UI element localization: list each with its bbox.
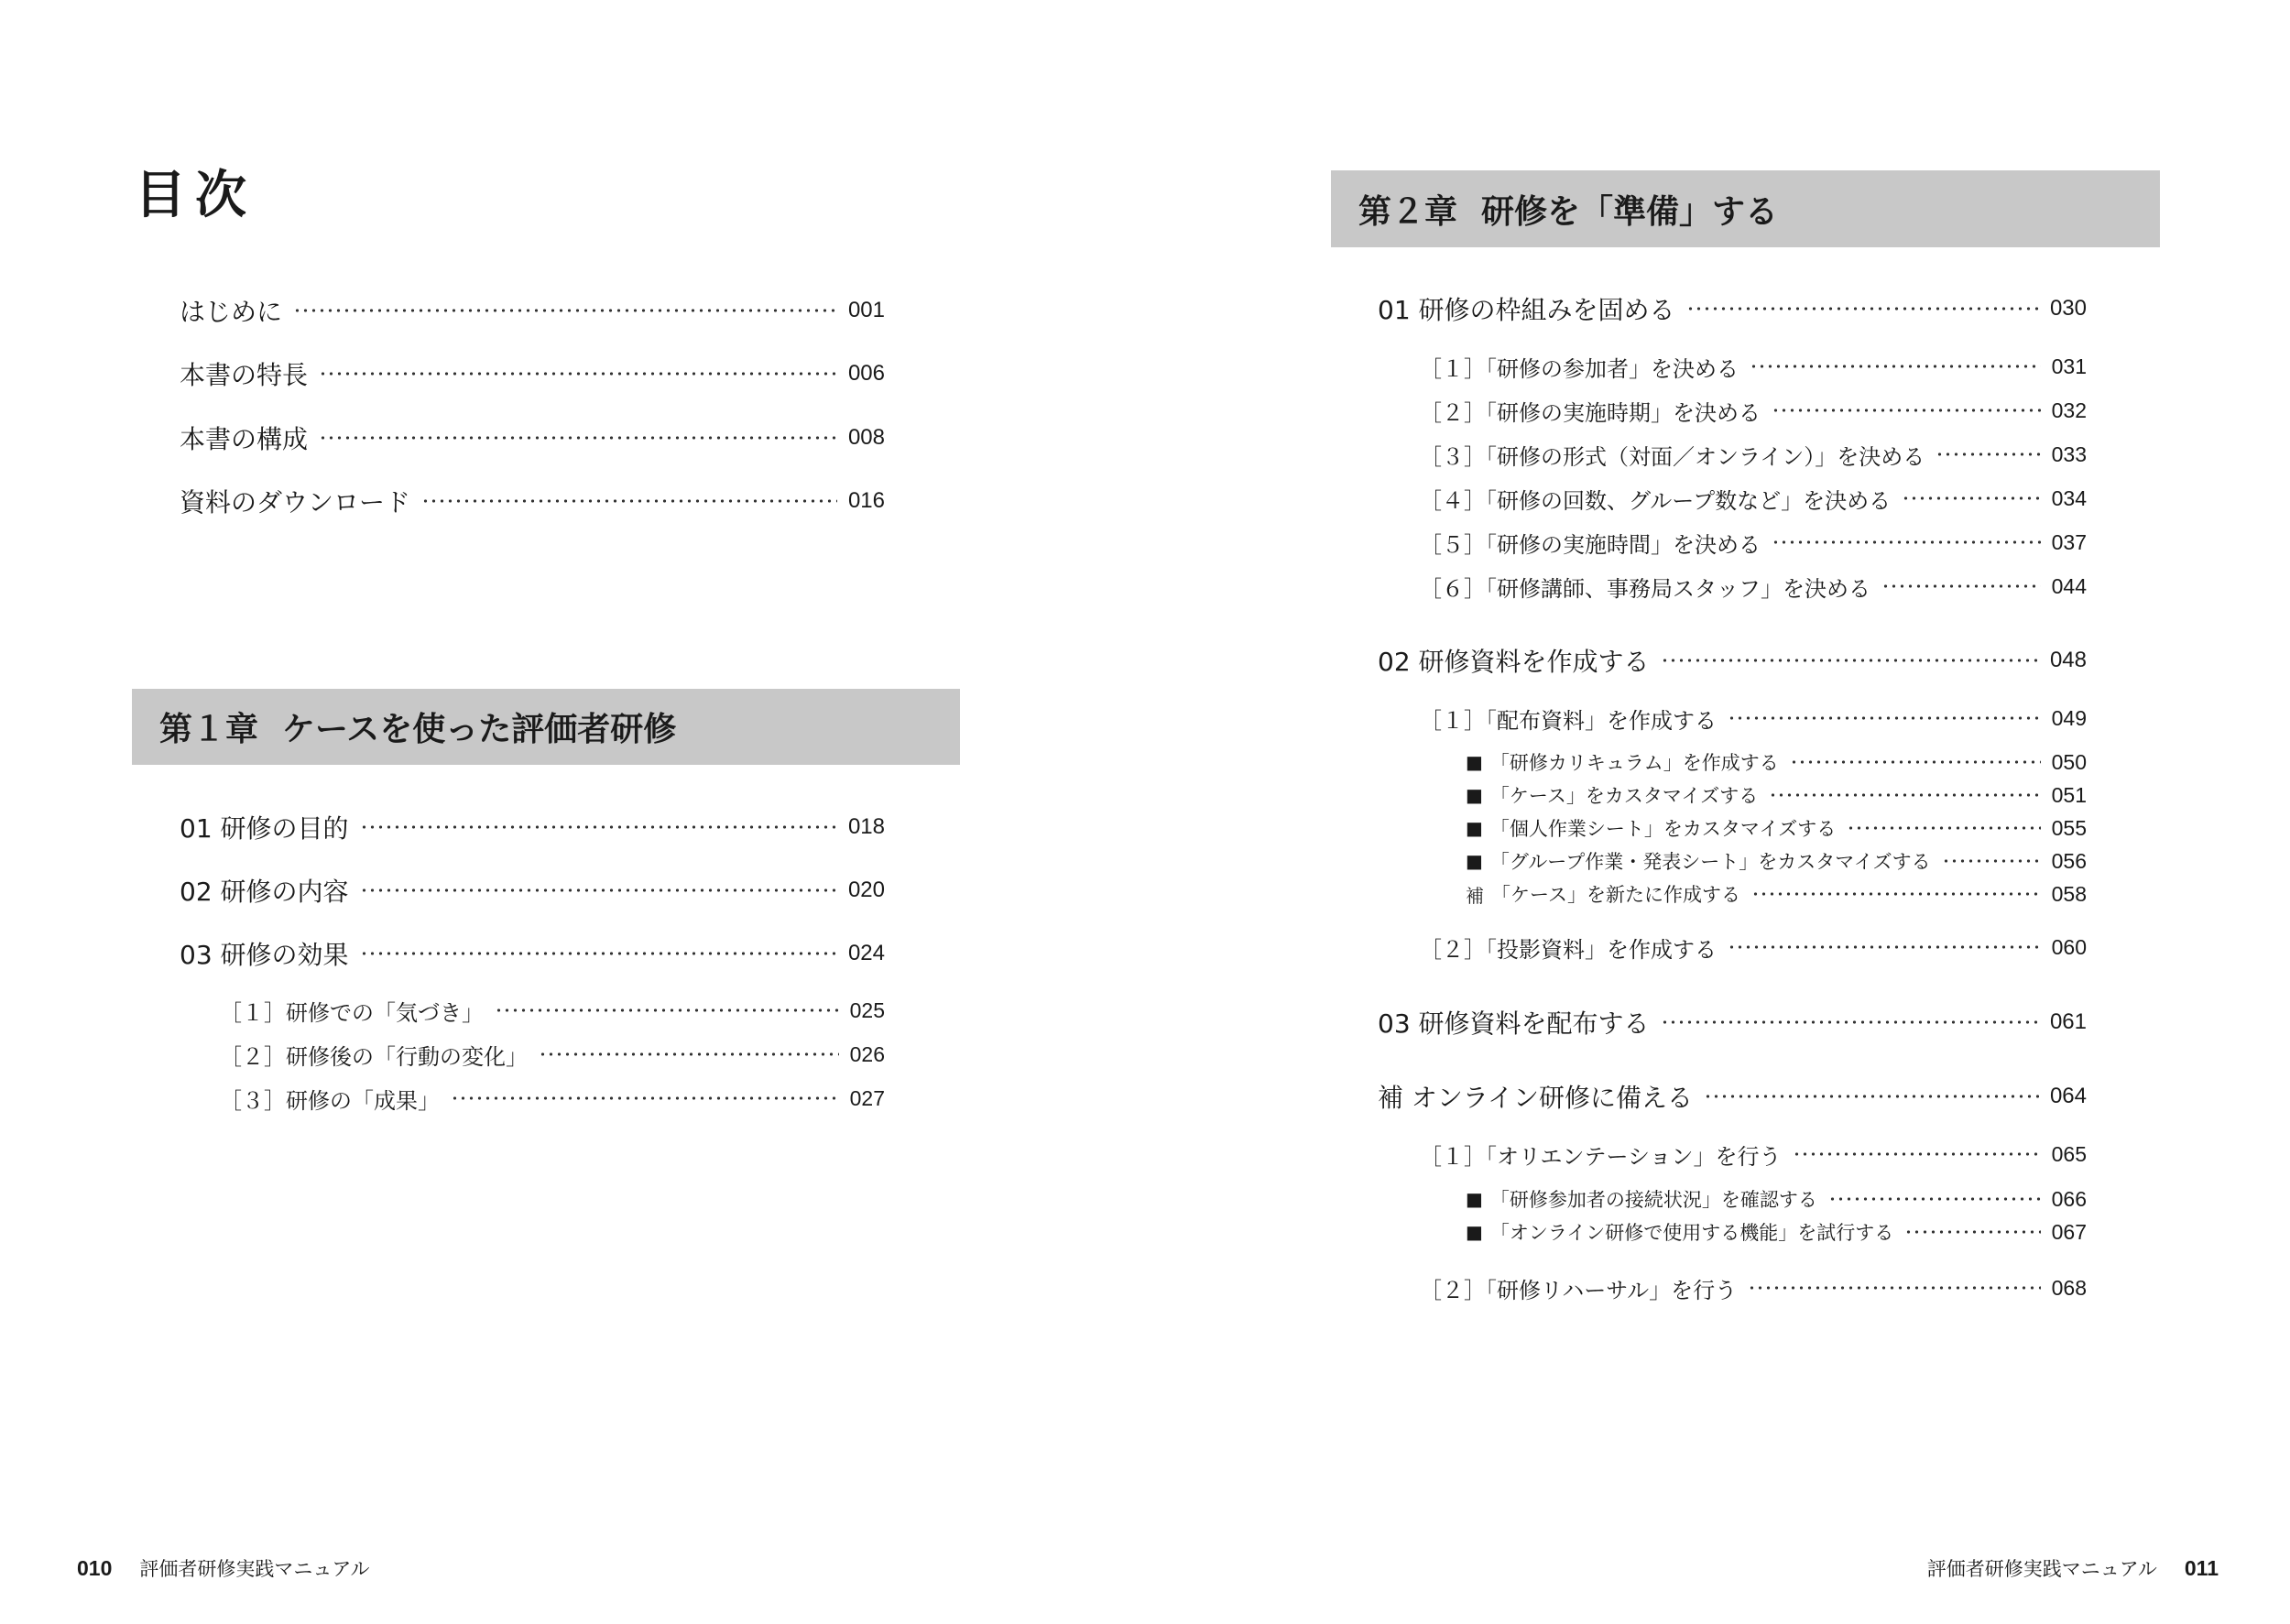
- toc-entry-ch2-02-2[interactable]: [1420, 931, 2087, 964]
- toc-entry-label: 「グループ作業・発表シート」をカスタマイズする: [1489, 851, 1931, 873]
- toc-entry-label: ［１］「研修の参加者」を決める: [1420, 355, 1739, 382]
- toc-entry-label: ［２］「研修リハーサル」を行う: [1420, 1277, 1738, 1303]
- dot-leader: [1704, 1095, 2039, 1098]
- toc-entry-label: ［６］「研修講師、事務局スタッフ」を決める: [1420, 575, 1870, 602]
- toc-entry-page: 056: [2051, 848, 2087, 873]
- toc-entry-label: 「オンライン研修で使用する機能」を試行する: [1489, 1222, 1894, 1244]
- toc-entry-label: ［５］「研修の実施時間」を決める: [1420, 531, 1761, 558]
- toc-entry-label: ［３］研修の「成果」: [220, 1087, 440, 1114]
- toc-entry-ch2-supp-2[interactable]: [1420, 1271, 2087, 1304]
- toc-entry-ch2-01-1[interactable]: [1420, 350, 2087, 383]
- toc-entry-page: 061: [2049, 1009, 2087, 1034]
- left-footer: [77, 1554, 370, 1582]
- toc-entry-ch2-supp[interactable]: [1378, 1078, 2087, 1115]
- dot-leader: [360, 825, 837, 829]
- toc-entry-page: 051: [2051, 782, 2087, 807]
- toc-entry-ch2-01-6[interactable]: [1420, 570, 2087, 603]
- square-bullet-icon: ■: [1466, 784, 1483, 806]
- toc-entry-label: ［４］「研修の回数、グループ数など」を決める: [1420, 487, 1892, 514]
- dot-leader: [1686, 307, 2039, 311]
- toc-entry-page: 066: [2051, 1186, 2087, 1211]
- dot-leader: [1902, 496, 2041, 500]
- toc-entry-label: 「研修カリキュラム」を作成する: [1489, 752, 1779, 774]
- toc-entry-ch2-03[interactable]: [1378, 1004, 2087, 1041]
- toc-entry-page: 058: [2051, 881, 2087, 906]
- toc-entry-page: 034: [2051, 485, 2087, 510]
- toc-entry-page: 025: [849, 997, 885, 1022]
- supplement-marker: 補: [1466, 884, 1484, 907]
- toc-entry-ch2-01-2[interactable]: [1420, 394, 2087, 427]
- toc-entry-ch2-supp-1[interactable]: [1420, 1138, 2087, 1171]
- toc-entry-page: 026: [849, 1041, 885, 1066]
- toc-entry-page: 033: [2051, 441, 2087, 466]
- toc-entry-page: 067: [2051, 1219, 2087, 1244]
- toc-entry-page: 060: [2051, 934, 2087, 959]
- dot-leader: [1904, 1230, 2040, 1234]
- toc-entry-label: 02 研修資料を作成する: [1378, 647, 1650, 677]
- book-title: 評価者研修実践マニュアル: [1926, 1558, 2157, 1580]
- chapter-title: ケースを使った評価者研修: [282, 711, 677, 748]
- right-footer: [1927, 1554, 2219, 1582]
- toc-entry-page: 032: [2051, 398, 2087, 422]
- toc-entry-label: 01 研修の目的: [180, 813, 349, 844]
- toc-entry-ch2-01-3[interactable]: [1420, 438, 2087, 471]
- toc-entry-label: 「ケース」をカスタマイズする: [1489, 785, 1759, 807]
- dot-leader: [1828, 1197, 2041, 1201]
- toc-entry-page: 018: [847, 814, 885, 839]
- toc-entry-page: 037: [2051, 529, 2087, 554]
- dot-leader: [1728, 716, 2041, 720]
- toc-entry-label: ［２］研修後の「行動の変化」: [220, 1043, 528, 1070]
- toc-entry-ch2-supp-1-b[interactable]: [1466, 1217, 2087, 1247]
- dot-leader: [319, 372, 837, 376]
- toc-entry-label: 01 研修の枠組みを固める: [1378, 295, 1675, 325]
- dot-leader: [1772, 409, 2041, 412]
- toc-entry-ch2-01-4[interactable]: [1420, 482, 2087, 515]
- toc-entry-ch2-02-1[interactable]: [1420, 702, 2087, 735]
- toc-entry-page: 006: [847, 361, 885, 386]
- dot-leader: [1936, 452, 2040, 456]
- toc-entry-page: 055: [2051, 815, 2087, 840]
- toc-entry-ch2-02[interactable]: [1378, 642, 2087, 679]
- square-bullet-icon: ■: [1466, 1188, 1483, 1210]
- chapter-title: 研修を「準備」する: [1481, 192, 1779, 231]
- toc-entry-label: 「ケース」を新たに作成する: [1491, 884, 1740, 906]
- toc-entry-page: 065: [2051, 1141, 2087, 1166]
- toc-entry-page: 016: [847, 488, 885, 513]
- dot-leader: [1793, 1152, 2041, 1156]
- toc-entry-page: 008: [847, 425, 885, 450]
- page-number: 010: [77, 1555, 113, 1580]
- dot-leader: [539, 1052, 839, 1056]
- book-title: 評価者研修実践マニュアル: [139, 1558, 370, 1580]
- dot-leader: [1772, 540, 2041, 544]
- toc-entry-label: ［２］「研修の実施時期」を決める: [1420, 399, 1761, 426]
- toc-entry-ch2-02-1-e[interactable]: [1466, 879, 2087, 909]
- toc-entry-hajimeni[interactable]: [180, 292, 885, 329]
- toc-entry-ch1-03-3[interactable]: [220, 1082, 885, 1115]
- dot-leader: [1750, 365, 2041, 368]
- toc-entry-ch1-03[interactable]: [180, 935, 885, 972]
- chapter2-heading: [1331, 170, 2160, 247]
- toc-entry-download[interactable]: [180, 483, 885, 519]
- square-bullet-icon: ■: [1466, 1221, 1483, 1243]
- toc-entry-label: ［１］「オリエンテーション」を行う: [1420, 1143, 1782, 1170]
- toc-entry-label: ［２］「投影資料」を作成する: [1420, 936, 1717, 963]
- chapter1-heading: [132, 689, 960, 765]
- dot-leader: [293, 309, 837, 312]
- toc-entry-ch2-01-5[interactable]: [1420, 526, 2087, 559]
- toc-entry-page: 020: [847, 877, 885, 902]
- chapter-number: 第１章: [159, 711, 259, 748]
- toc-entry-label: 「研修参加者の接続状況」を確認する: [1489, 1189, 1817, 1211]
- dot-leader: [1769, 793, 2040, 797]
- toc-entry-label: 02 研修の内容: [180, 877, 349, 907]
- dot-leader: [451, 1096, 839, 1100]
- chapter-number: 第２章: [1358, 192, 1458, 231]
- toc-entry-page: 050: [2051, 749, 2087, 774]
- dot-leader: [1728, 945, 2041, 949]
- square-bullet-icon: ■: [1466, 850, 1483, 872]
- toc-entry-ch1-03-2[interactable]: [220, 1038, 885, 1071]
- toc-entry-label: ［１］研修での「気づき」: [220, 999, 484, 1026]
- toc-entry-ch2-02-1-c[interactable]: [1466, 813, 2087, 843]
- toc-entry-label: 資料のダウンロード: [180, 487, 411, 518]
- toc-entry-label: 03 研修資料を配布する: [1378, 1008, 1650, 1039]
- toc-entry-ch2-02-1-b[interactable]: [1466, 780, 2087, 810]
- toc-entry-page: 027: [849, 1085, 885, 1110]
- dot-leader: [1881, 584, 2041, 588]
- dot-leader: [495, 1008, 839, 1012]
- dot-leader: [1942, 859, 2041, 863]
- page-number: 011: [2184, 1555, 2219, 1580]
- toc-entry-label: 補 オンライン研修に備える: [1378, 1083, 1694, 1113]
- toc-entry-label: 本書の特長: [180, 360, 309, 390]
- dot-leader: [1748, 1286, 2041, 1290]
- square-bullet-icon: ■: [1466, 751, 1483, 773]
- dot-leader: [1751, 892, 2041, 896]
- dot-leader: [319, 436, 837, 440]
- toc-entry-ch1-01[interactable]: [180, 809, 885, 845]
- toc-entry-ch1-02[interactable]: [180, 872, 885, 909]
- toc-entry-label: 03 研修の効果: [180, 940, 349, 970]
- toc-entry-page: 001: [847, 298, 885, 322]
- toc-entry-ch2-02-1-a[interactable]: [1466, 747, 2087, 777]
- toc-entry-features[interactable]: [180, 355, 885, 392]
- dot-leader: [1847, 826, 2040, 830]
- dot-leader: [1790, 760, 2041, 764]
- toc-entry-page: 068: [2051, 1275, 2087, 1300]
- toc-entry-structure[interactable]: [180, 420, 885, 456]
- square-bullet-icon: ■: [1466, 817, 1483, 839]
- toc-entry-label: 「個人作業シート」をカスタマイズする: [1489, 818, 1837, 840]
- toc-entry-page: 049: [2051, 705, 2087, 730]
- dot-leader: [421, 499, 837, 503]
- toc-entry-page: 030: [2049, 296, 2087, 321]
- toc-entry-ch1-03-1[interactable]: [220, 994, 885, 1027]
- dot-leader: [1661, 659, 2039, 662]
- toc-entry-page: 031: [2051, 354, 2087, 378]
- toc-entry-ch2-supp-1-a[interactable]: [1466, 1184, 2087, 1214]
- toc-entry-page: 064: [2049, 1084, 2087, 1108]
- toc-entry-label: ［１］「配布資料」を作成する: [1420, 707, 1717, 734]
- dot-leader: [1661, 1020, 2039, 1024]
- toc-entry-page: 024: [847, 941, 885, 965]
- toc-entry-label: ［３］「研修の形式（対面／オンライン）」を決める: [1420, 443, 1925, 470]
- toc-entry-page: 044: [2051, 573, 2087, 598]
- toc-entry-ch2-01[interactable]: [1378, 290, 2087, 327]
- dot-leader: [360, 952, 837, 955]
- toc-entry-ch2-02-1-d[interactable]: [1466, 846, 2087, 876]
- toc-entry-label: 本書の構成: [180, 424, 309, 454]
- page-title: 目次: [135, 166, 256, 225]
- toc-entry-page: 048: [2049, 648, 2087, 672]
- dot-leader: [360, 888, 837, 892]
- toc-entry-label: はじめに: [180, 297, 283, 327]
